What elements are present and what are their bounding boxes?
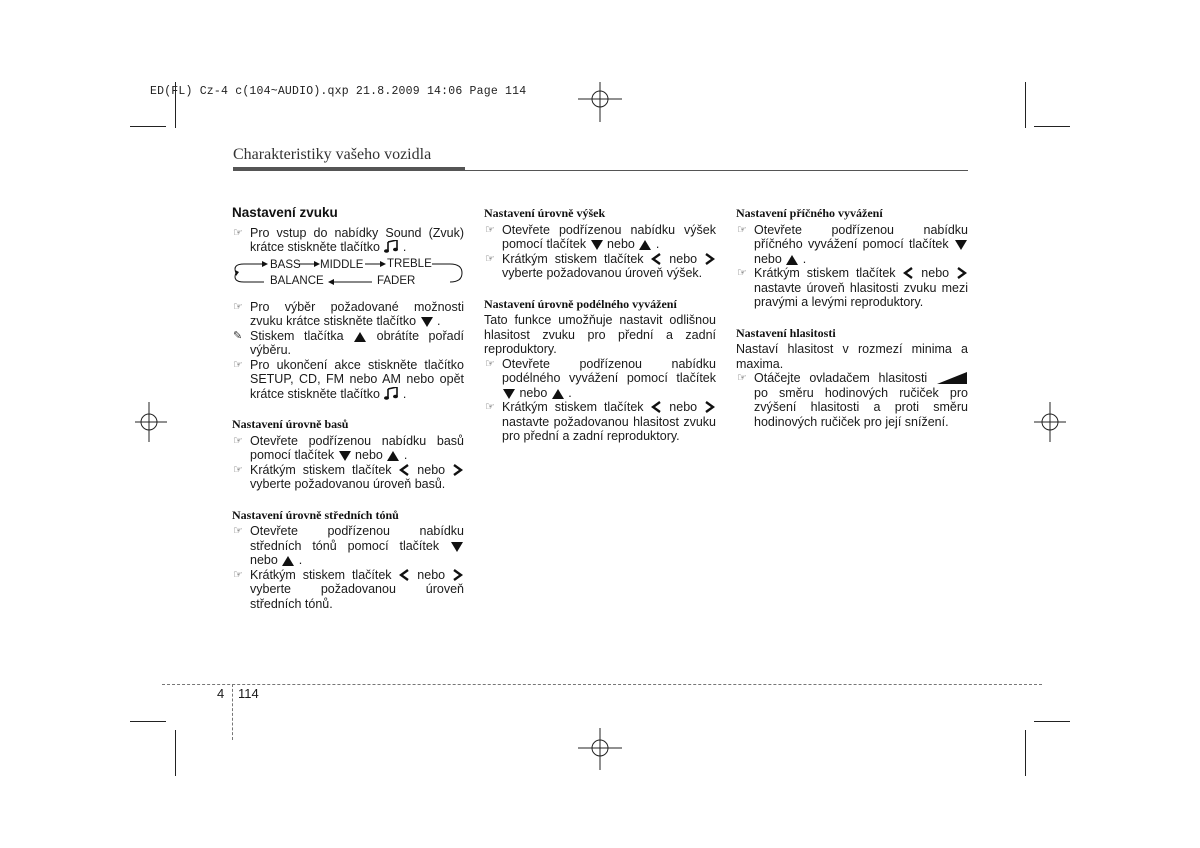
up-triangle-icon [354,332,366,342]
item-text: Pro vstup do nabídky Sound (Zvuk) krátce stiskněte tlačítko [250,225,464,254]
list-item: ☞ Pro výběr požadované možnosti zvuku krátce stiskněte tlačítko . [233,299,464,328]
list-item: ☞ Otevřete podřízenou nabídku basů pomocí tlačítek nebo . [233,433,464,462]
up-triangle-icon [786,255,798,265]
subheading-treble: Nastavení úrovně výšek [484,206,606,220]
down-triangle-icon [591,240,603,250]
right-chevron-icon [705,401,715,413]
page-number: 114 [238,686,259,701]
diagram-label-treble: TREBLE [387,257,432,270]
list-item: ☞ Pro vstup do nabídky Sound (Zvuk) krátce stiskněte tlačítko . [233,225,464,254]
pointing-hand-icon: ☞ [485,357,495,370]
diagram-label-balance: BALANCE [270,274,324,287]
right-chevron-icon [453,569,463,581]
page-header-title: Charakteristiky vašeho vozidla [233,146,432,163]
sound-menu-diagram [232,257,464,294]
left-chevron-icon [651,401,661,413]
up-triangle-icon [639,240,651,250]
down-triangle-icon [339,451,351,461]
header-rule-thick [233,167,465,171]
pointing-hand-icon: ☞ [737,267,747,279]
pointing-hand-icon: ☞ [233,434,243,447]
list-item: ☞ Krátkým stiskem tlačítek nebo vyberte požadovanou úroveň středních tónů. [233,567,464,611]
column-3 [736,206,968,429]
right-chevron-icon [705,253,715,265]
list-item: ☞ Otevřete podřízenou nabídku výšek pomocí tlačítek nebo . [485,222,716,251]
subheading-bass: Nastavení úrovně basů [232,417,349,431]
list-item: ☞ Otevřete podřízenou nabídku středních tónů pomocí tlačítek nebo . [233,524,464,567]
right-chevron-icon [453,464,463,476]
pointing-hand-icon: ☞ [233,358,243,371]
registration-mark-right [1034,402,1066,442]
crop-mark-bottom-left-v [175,730,176,776]
registration-mark-bottom [578,728,622,770]
pointing-hand-icon: ☞ [485,223,495,236]
list-item: ☞ Krátkým stiskem tlačítek nebo nastavte úroveň hlasitosti zvuku mezi pravými a levými reproduktory. [737,266,968,309]
footer-dashed-rule [162,684,1042,685]
list-item: ✎ Stiskem tlačítka obrátíte pořadí výběru. [233,328,464,357]
volume-ramp-icon [937,372,967,384]
down-triangle-icon [451,542,463,552]
left-chevron-icon [399,569,409,581]
pointing-hand-icon: ☞ [485,401,495,413]
left-chevron-icon [399,464,409,476]
list-item: ☞ Otevřete podřízenou nabídku podélného vyvážení pomocí tlačítek nebo . [485,356,716,400]
crop-mark-bottom-left-h [130,721,166,722]
left-chevron-icon [651,253,661,265]
section-heading-sound: Nastavení zvuku [232,205,338,220]
pointing-hand-icon: ☞ [737,372,747,384]
list-item: ☞ Krátkým stiskem tlačítek nebo vyberte požadovanou úroveň basů. [232,463,464,492]
crop-mark-top-right-v [1025,82,1026,128]
down-triangle-icon [503,389,515,399]
chapter-number: 4 [217,686,225,701]
crop-mark-top-left-h [130,126,166,127]
registration-mark-top [578,82,622,122]
music-note-icon [384,240,398,253]
music-note-icon [384,387,398,400]
diagram-label-fader: FADER [377,274,416,287]
column-1 [232,206,464,611]
diagram-label-middle: MIDDLE [320,258,364,271]
list-item: ☞ Krátkým stiskem tlačítek nebo vyberte požadovanou úroveň výšek. [484,252,716,281]
pointing-hand-icon: ☞ [233,568,243,581]
subheading-fader: Nastavení úrovně podélného vyvážení [484,296,677,311]
subheading-volume: Nastavení hlasitosti [736,325,836,340]
diagram-label-bass: BASS [270,258,301,271]
paragraph: Nastaví hlasitost v rozmezí minima a maxima. [736,342,968,371]
up-triangle-icon [387,451,399,461]
pointing-hand-icon: ☞ [233,463,243,476]
footer-dashed-divider [232,684,233,740]
right-chevron-icon [957,267,967,279]
pointing-hand-icon: ☞ [233,300,243,313]
list-item: ☞ Pro ukončení akce stiskněte tlačítko SETUP, CD, FM nebo AM nebo opět krátce stiskněte tlačítko . [233,357,464,401]
crop-mark-top-right-h [1034,126,1070,127]
pointing-hand-icon: ☞ [233,525,243,537]
pencil-icon: ✎ [233,329,243,342]
up-triangle-icon [552,389,564,399]
crop-mark-bottom-right-v [1025,730,1026,776]
up-triangle-icon [282,556,294,566]
left-chevron-icon [903,267,913,279]
header-rule-thin [465,170,968,171]
pointing-hand-icon: ☞ [485,252,495,265]
column-2 [484,206,716,444]
crop-mark-bottom-right-h [1034,721,1070,722]
print-slug: ED(FL) Cz-4 c(104~AUDIO).qxp 21.8.2009 14:06 Page 114 [150,85,527,98]
list-item: ☞ Otáčejte ovladačem hlasitosti po směru hodinových ručiček pro zvýšení hlasitosti a proti směru hodinových ručiček pro její snížení. [737,371,968,429]
down-triangle-icon [955,240,967,250]
paragraph: Tato funkce umožňuje nastavit odlišnou hlasitost zvuku pro přední a zadní reproduktory. [484,313,716,356]
subheading-middle: Nastavení úrovně středních tónů [232,507,399,522]
down-triangle-icon [421,317,433,327]
list-item: ☞ Otevřete podřízenou nabídku příčného vyvážení pomocí tlačítek nebo . [737,222,968,266]
subheading-balance: Nastavení příčného vyvážení [736,206,883,220]
pointing-hand-icon: ☞ [737,223,747,236]
pointing-hand-icon: ☞ [233,226,243,239]
registration-mark-left [135,402,167,442]
list-item: ☞ Krátkým stiskem tlačítek nebo nastavte požadovanou hlasitost zvuku pro přední a zadní reproduktory. [485,400,716,443]
